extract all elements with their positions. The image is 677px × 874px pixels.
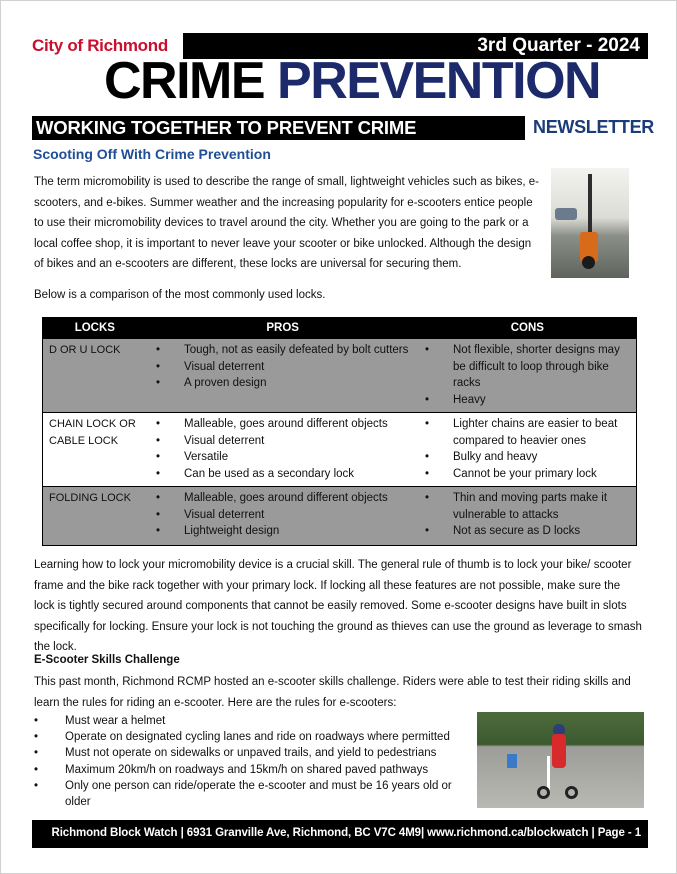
pros-item: • Malleable, goes around different objects [184,416,412,433]
pros-item: • Lightweight design [184,523,412,540]
photo-sign-shape [507,754,517,768]
pros-cell [145,339,418,412]
cons-cell [418,413,636,486]
photo-rider [552,734,566,768]
pros-item: • Tough, not as easily defeated by bolt cutters [184,342,412,359]
cons-item: • Not as secure as D locks [453,523,630,540]
tagline-bar [32,116,525,140]
comparison-intro: Below is a comparison of the most commonly used locks. [34,289,326,301]
skills-challenge-paragraph: This past month, Richmond RCMP hosted an e-scooter skills challenge. Riders were able to test their riding skills and learn the rules for riding an e-scooter. Here are the rules for e-scooters: [34,676,631,709]
rule-item: • Must not operate on sidewalks or unpaved trails, and yield to pedestrians [34,745,479,761]
pros-cell [145,413,418,486]
newsletter-title [104,52,601,110]
header-cons: CONS [510,322,544,334]
pros-item: • Versatile [184,449,412,466]
rule-item: • Only one person can ride/operate the e-scooter and must be 16 years old or older [34,778,479,810]
photo-car-shape [555,208,577,220]
table-row [43,486,636,545]
header-pros: PROS [266,322,299,334]
title-word-crime: CRIME [104,52,265,110]
rule-item: • Maximum 20km/h on roadways and 15km/h on shared paved pathways [34,762,479,778]
lock-name: CHAIN LOCK OR CABLE LOCK [49,418,136,447]
skills-challenge-photo [477,712,644,808]
photo-scooter-wheel [565,786,578,799]
scooter-photo [551,168,629,278]
skills-challenge-heading: E-Scooter Skills Challenge [34,654,180,666]
cons-item: • Not flexible, shorter designs may be difficult to loop through bike racks [453,342,630,392]
footer-bar [32,820,648,848]
header-locks: LOCKS [74,322,115,334]
rule-item: • Operate on designated cycling lanes and ride on roadways where permitted [34,729,479,745]
cons-cell [418,339,636,412]
cons-item: • Bulky and heavy [453,449,630,466]
pros-item: • Visual deterrent [184,507,412,524]
cons-cell [418,487,636,545]
title-word-prevention: PREVENTION [277,52,601,110]
photo-scooter-wheel [537,786,550,799]
cons-item: • Lighter chains are easier to beat compared to heavier ones [453,416,630,449]
table-header-row [43,318,636,338]
pros-item: • Visual deterrent [184,359,412,376]
pros-cell [145,487,418,545]
intro-paragraph: The term micromobility is used to describe the range of small, lightweight vehicles such as bikes, e-scooters, and e-bikes. Summer weather and the increasing popularity for e-scooters entice people to use their micromobility devices to travel around the city. Whether you are going to the park or a local coffee shop, it is important to never leave your scooter or bike unlocked. Although the design of bikes and an e-scooters are different, these locks are universal for securing them. [34,176,539,270]
locks-comparison-table [42,317,637,546]
cons-item: • Heavy [453,392,630,409]
article-heading: Scooting Off With Crime Prevention [33,146,271,162]
pros-item: • A proven design [184,375,412,392]
locking-advice-paragraph: Learning how to lock your micromobility device is a crucial skill. The general rule of thumb is to lock your bike/ scooter frame and the bike rack together with your primary lock. If locking all these features are not possible, make sure the lock is tightly secured around components that cannot be easily removed. Some e-scooter designs have built in slots specifically for locking. Ensure your lock is not touching the ground as thieves can use the ground as leverage to smash the lock. [34,559,642,653]
pros-item: • Malleable, goes around different objects [184,490,412,507]
escooter-rules-list [34,713,479,810]
lock-name: FOLDING LOCK [49,492,131,504]
lock-name: D OR U LOCK [49,344,121,356]
table-row [43,338,636,412]
pros-item: • Can be used as a secondary lock [184,466,412,483]
cons-item: • Cannot be your primary lock [453,466,630,483]
pros-item: • Visual deterrent [184,433,412,450]
table-row [43,412,636,486]
tagline: WORKING TOGETHER TO PREVENT CRIME [36,117,417,138]
photo-scooter-wheel [582,256,595,269]
rule-item: • Must wear a helmet [34,713,479,729]
city-name: City of Richmond [32,36,168,55]
newsletter-label: NEWSLETTER [533,117,654,137]
quarter-label: 3rd Quarter - 2024 [477,35,640,56]
footer-contact: Richmond Block Watch | 6931 Granville Ave, Richmond, BC V7C 4M9| www.richmond.ca/blockwatch | Page - 1 [51,827,641,839]
cons-item: • Thin and moving parts make it vulnerable to attacks [453,490,630,523]
